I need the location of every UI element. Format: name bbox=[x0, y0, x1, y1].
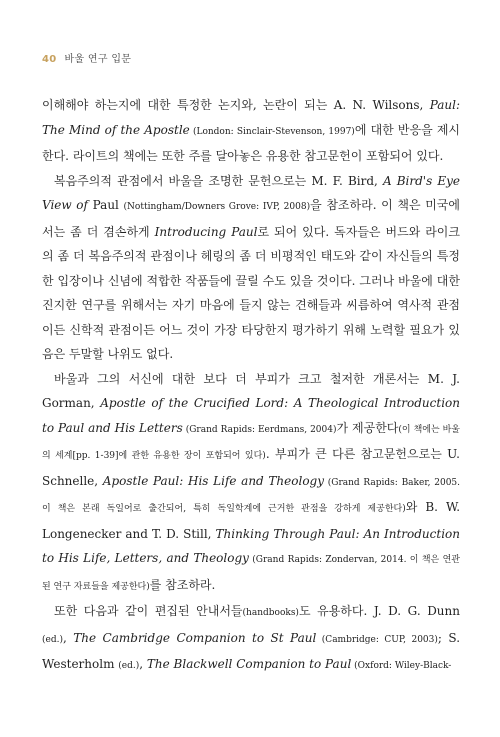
text-run: 에 대한 반응을 제시한다. 라이트의 책에는 또한 주를 달아놓은 유용한 참고문헌이 포함되어 있다. bbox=[42, 122, 460, 163]
citation-text: (ed.) bbox=[42, 634, 63, 645]
text-run: 를 참조하라. bbox=[149, 577, 216, 592]
citation-text: (Grand Rapids: Baker, 2005. 이 책은 본래 독일어로 출간되어, 특히 독일학계에 근거한 관점을 강하게 제공한다) bbox=[42, 477, 461, 514]
book-title: A Bird's Eye View of bbox=[42, 173, 461, 212]
book-title: Introducing Paul bbox=[154, 224, 258, 239]
citation-text: (London: Sinclair-Stevenson, 1997) bbox=[189, 126, 355, 137]
citation-text: (Grand Rapids: Eerdmans, 2004) bbox=[182, 424, 337, 435]
text-run: 복음주의적 관점에서 바울을 조명한 문헌으로는 M. F. Bird, bbox=[54, 173, 383, 188]
page-number: 40 bbox=[42, 54, 57, 65]
citation-text: (handbooks) bbox=[242, 608, 299, 618]
paragraph-3 bbox=[42, 367, 460, 600]
book-title: Apostle of the Crucified Lord: A Theological Introduction to Paul and His Letters bbox=[42, 396, 460, 435]
book-title: The Cambridge Companion to St Paul bbox=[73, 630, 317, 645]
paragraph-1 bbox=[42, 93, 460, 169]
running-header bbox=[42, 50, 131, 65]
text-run: 을 참조하라. 이 책은 미국에서는 좀 더 겸손하게 bbox=[42, 198, 460, 239]
text-run: 또한 다음과 같이 편집된 안내서들 bbox=[54, 604, 243, 618]
book-title: Thinking Through Paul: An Introduction to His Life, Letters, and Theology bbox=[42, 526, 460, 565]
text-run: , bbox=[139, 657, 147, 671]
body-text bbox=[42, 93, 460, 679]
book-title: Apostle Paul: His Life and Theology bbox=[102, 473, 325, 488]
text-run: , bbox=[62, 630, 74, 645]
citation-text: (Nottingham/Downers Grove: IVP, 2008) bbox=[123, 202, 311, 212]
citation-text: (ed.) bbox=[118, 661, 140, 671]
book-title: The Blackwell Companion to Paul bbox=[146, 657, 352, 671]
citation-text: (Grand Rapids: Zondervan, 2014. 이 책은 연관된 연구 자료들을 제공한다) bbox=[42, 555, 460, 592]
text-run: Paul bbox=[87, 198, 124, 212]
paragraph-2 bbox=[42, 169, 460, 367]
paragraph-4 bbox=[42, 599, 460, 679]
text-run: ; S. Westerholm bbox=[42, 630, 461, 671]
citation-text: (Oxford: Wiley-Black- bbox=[351, 661, 452, 671]
text-run: 가 제공한다 bbox=[336, 420, 399, 435]
text-run: 로 되어 있다. 독자들은 버드와 라이크의 좀 더 복음주의적 관점이나 헤링의 좀 더 비평적인 태도와 같이 자신들의 특정한 입장이나 신념에 적합한 작품들에 끌릴 수도 있을 것이다. 그러나 바울에 대한 진지한 연구를 위해서는 자기 마음에 들지 않는 견해들과 씨름하여 역사적 관점이든 신학적 관점이든 어느 것이 가장 타당한지 평가하기 위해 노력할 필요가 있음은 두말할 나위도 없다. bbox=[42, 224, 460, 361]
running-title: 바울 연구 입문 bbox=[64, 54, 132, 65]
text-run: . 부피가 큰 다른 참고문헌으로는 U. Schnelle, bbox=[42, 447, 460, 488]
citation-text: (이 책에는 바울의 세계[pp. 1-39]에 관한 유용한 장이 포함되어 있다) bbox=[42, 424, 461, 461]
book-title: Paul: The Mind of the Apostle bbox=[42, 98, 460, 137]
text-run: 이해해야 하는지에 대한 특정한 논지와, 논란이 되는 A. N. Wilsons, bbox=[42, 98, 430, 112]
text-run: 와 B. W. Longenecker and T. D. Still, bbox=[42, 500, 461, 541]
text-run: 바울과 그의 서신에 대한 보다 더 부피가 크고 철저한 개론서는 M. J. Gorman, bbox=[42, 371, 460, 410]
citation-text: (Cambridge: CUP, 2003) bbox=[316, 634, 438, 645]
text-run: 도 유용하다. J. D. G. Dunn bbox=[298, 604, 460, 618]
